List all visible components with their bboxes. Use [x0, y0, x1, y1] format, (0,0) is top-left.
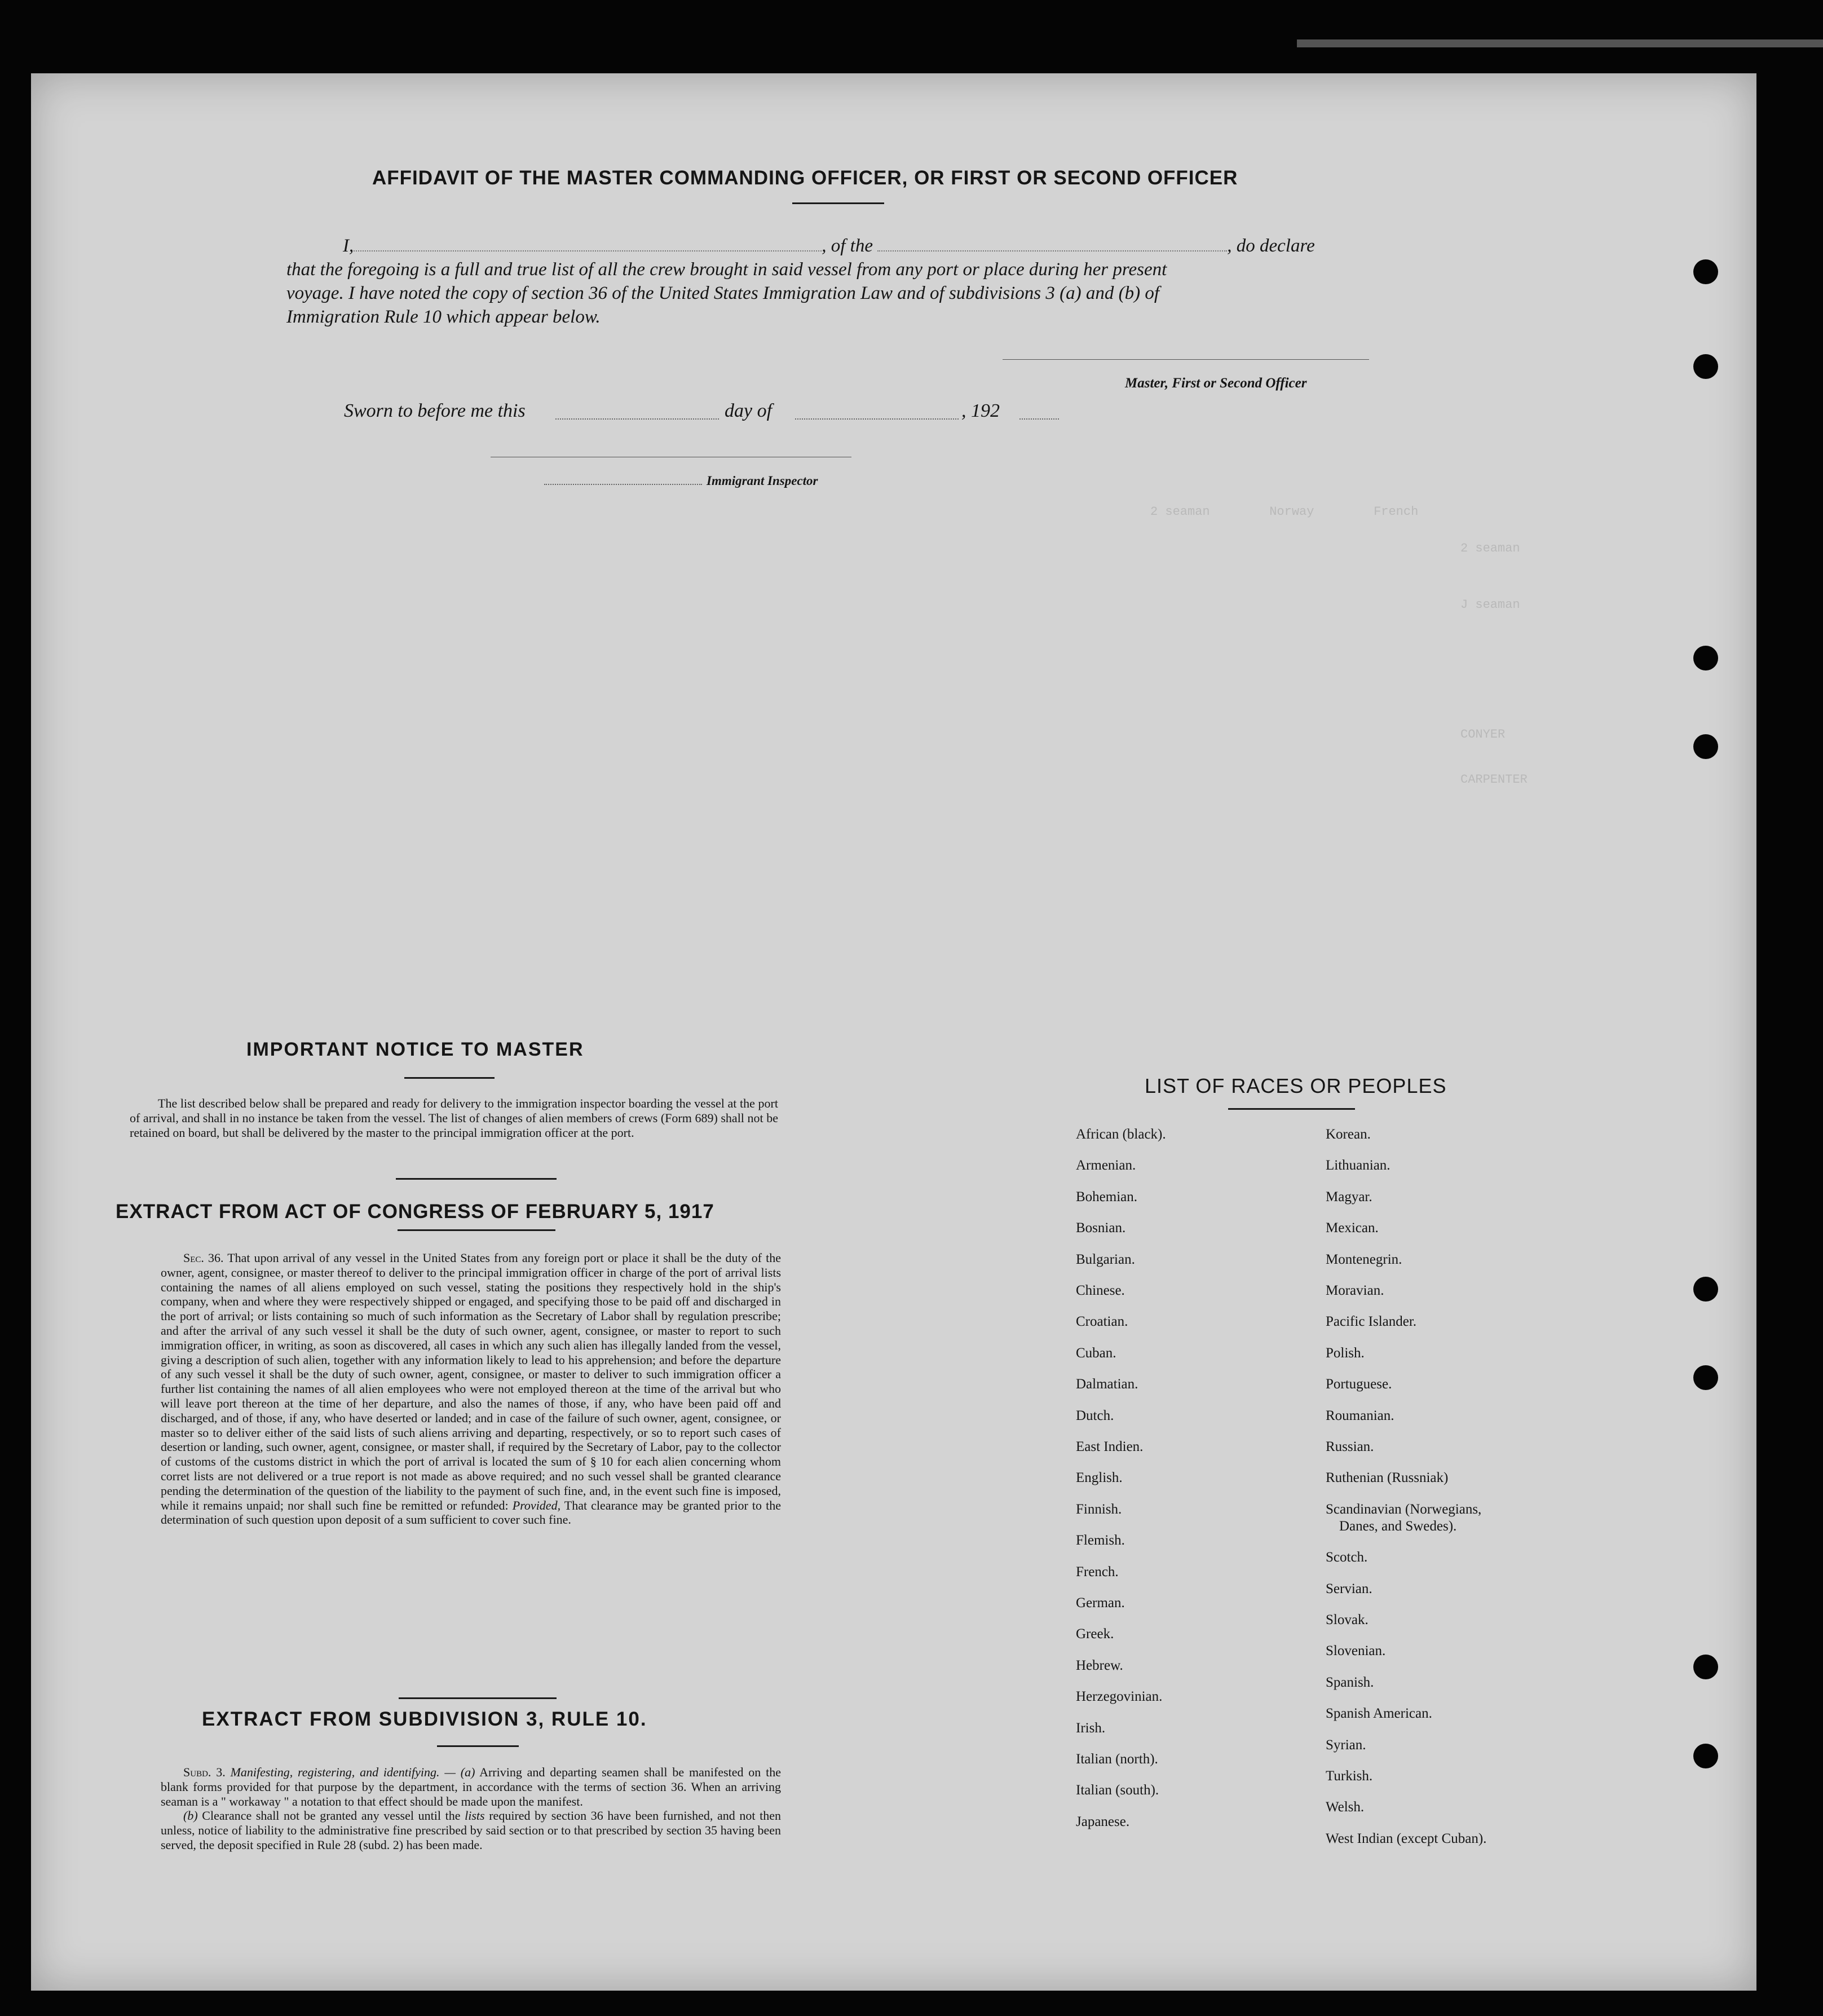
- notice-title: IMPORTANT NOTICE TO MASTER: [246, 1039, 584, 1060]
- binder-hole: [1693, 1365, 1718, 1390]
- race-item: Montenegrin.: [1326, 1251, 1402, 1267]
- section-36-text: [161, 1251, 781, 1527]
- race-item: East Indien.: [1076, 1439, 1144, 1454]
- binder-hole: [1693, 646, 1718, 670]
- master-signature-line[interactable]: [1003, 359, 1369, 360]
- race-item: Scandinavian (Norwegians,: [1326, 1501, 1482, 1517]
- sworn-label: Sworn to before me this: [344, 400, 526, 421]
- subdivision-3-text: [161, 1765, 781, 1852]
- sworn-day-field[interactable]: [555, 418, 719, 420]
- races-title-rule: [1228, 1108, 1355, 1110]
- affidavit-line-1: [286, 234, 1369, 258]
- race-item: Polish.: [1326, 1345, 1365, 1361]
- extract-congress-title: EXTRACT FROM ACT OF CONGRESS OF FEBRUARY 5, 1917: [116, 1201, 714, 1223]
- affidavit-body: [286, 234, 1369, 329]
- race-item: Spanish.: [1326, 1674, 1374, 1690]
- race-item: Moravian.: [1326, 1283, 1384, 1298]
- race-item: Syrian.: [1326, 1737, 1366, 1753]
- race-item: African (black).: [1076, 1127, 1166, 1142]
- race-item: Lithuanian.: [1326, 1158, 1391, 1174]
- notice-title-rule: [404, 1077, 495, 1079]
- race-item: Scotch.: [1326, 1550, 1368, 1565]
- race-item: Croatian.: [1076, 1314, 1128, 1330]
- of-the-label: , of the: [822, 236, 873, 256]
- race-item: Chinese.: [1076, 1283, 1125, 1298]
- race-item: Slovenian.: [1326, 1643, 1386, 1659]
- race-item: Greek.: [1076, 1626, 1114, 1642]
- para-b-label: (b): [183, 1808, 198, 1823]
- race-item: Roumanian.: [1326, 1408, 1394, 1423]
- affidavit-line-2: that the foregoing is a full and true list of all the crew brought in said vessel from any port or place during her present: [286, 259, 1167, 280]
- extract-congress-rule: [398, 1229, 555, 1231]
- binder-hole: [1693, 354, 1718, 379]
- binder-hole: [1693, 1655, 1718, 1679]
- notice-divider: [396, 1178, 557, 1180]
- bleed-through-text: CONYER: [1460, 727, 1506, 742]
- document-page: [31, 73, 1756, 1991]
- race-item: Armenian.: [1076, 1158, 1136, 1174]
- race-item: Danes, and Swedes).: [1339, 1518, 1457, 1534]
- race-item: Hebrew.: [1076, 1657, 1123, 1673]
- section-36-body: That upon arrival of any vessel in the United States from any foreign port or place it shall be the duty of the owner, agent, consignee, or master thereof to deliver to the principal immigration officer in charge of the port of arrival lists containing the names of all aliens employed on such vessel, stating the positions they respectively hold in the ship's company, when and where they were respectively shipped or engaged, and specifying those to be paid off and discharged in the port of arrival; or lists containing so much of such information as the Secretary of Labor shall by regulation prescribe; and after the arrival of any such vessel it shall be the duty of such owner, agent, consignee, or master to report to such immigration officer, in writing, as soon as discovered, all cases in which any such alien has illegally landed from the vessel, giving a description of such alien, together with any information likely to lead to his apprehension; and before the departure of any such vessel it shall be the duty of such owner, agent, consignee, or master to deliver to such immigration officer a further list containing the names of all alien employees who were not employed thereon at the time of the arrival but who will leave port thereon at the time of her departure, and also the names of those, if any, who have been paid off and discharged, and of those, if any, who have deserted or landed; and in case of the failure of such owner, agent, consignee, or master so to deliver either of the said lists of such aliens arriving and departing, respectively, or so to report such cases of desertion or landing, such owner, agent, consignee, or master shall, if required by the Secretary of Labor, pay to the collector of customs of the customs district in which the port of arrival is located the sum of § 10 for each alien concerning whom corret lists are not delivered or a true report is not made as above required; and no such vessel shall be granted clearance pending the determination of the question of the liability to the payment of such fine, and, in the event such fine is imposed, while it remains unpaid; nor shall such fine be remitted or refunded:: [161, 1251, 781, 1512]
- binder-hole: [1693, 1744, 1718, 1768]
- para-a-label: — (a): [444, 1765, 475, 1779]
- notice-body: The list described below shall be prepared and ready for delivery to the immigration inspector boarding the vessel at the port of arrival, and shall in no instance be taken from the vessel. The list of changes of alien members of crews (Form 689) shall not be retained on board, but shall be delivered by the master to the principal immigration officer at the port.: [130, 1096, 778, 1140]
- race-item: English.: [1076, 1470, 1123, 1486]
- race-item: Finnish.: [1076, 1501, 1122, 1517]
- race-item: Russian.: [1326, 1439, 1374, 1454]
- race-item: Bohemian.: [1076, 1189, 1138, 1205]
- affidavit-line-4: Immigration Rule 10 which appear below.: [286, 307, 601, 327]
- binder-hole: [1693, 259, 1718, 284]
- year-label: , 192: [961, 400, 1000, 421]
- subdivision-para-b: [161, 1808, 781, 1852]
- scan-edge-artifact: [1297, 39, 1823, 47]
- races-title: LIST OF RACES OR PEOPLES: [1145, 1074, 1447, 1097]
- race-item: Servian.: [1326, 1581, 1372, 1596]
- affidavit-title: AFFIDAVIT OF THE MASTER COMMANDING OFFICER, OR FIRST OR SECOND OFFICER: [372, 167, 1238, 189]
- affidavit-title-rule: [792, 202, 884, 204]
- race-item: Bosnian.: [1076, 1220, 1126, 1236]
- race-item: Ruthenian (Russniak): [1326, 1470, 1449, 1486]
- race-item: Slovak.: [1326, 1612, 1369, 1627]
- race-item: Pacific Islander.: [1326, 1314, 1417, 1330]
- race-item: Dutch.: [1076, 1408, 1114, 1423]
- subd-label: Subd. 3.: [183, 1765, 226, 1779]
- extract-rule-title: EXTRACT FROM SUBDIVISION 3, RULE 10.: [202, 1708, 647, 1730]
- affidavit-i-label: I,: [343, 236, 354, 256]
- provided-word: Provided,: [512, 1498, 561, 1512]
- race-item: Herzegovinian.: [1076, 1689, 1163, 1705]
- para-b-text-2: required by section 36 have been furnished, and not then unless, notice of liability to the administrative fine prescribed by said section or to that prescribed by section 35 having been served, the deposit specified in Rule 28 (subd. 2) has been made.: [161, 1808, 781, 1852]
- bleed-through-text: J seaman: [1460, 598, 1520, 612]
- master-signature-label: Master, First or Second Officer: [1125, 376, 1307, 391]
- sworn-year-field[interactable]: [1019, 418, 1059, 420]
- section-36-label: Sec. 36.: [183, 1251, 224, 1265]
- race-item: Bulgarian.: [1076, 1251, 1135, 1267]
- race-item: Magyar.: [1326, 1189, 1372, 1205]
- para-b-text-1: Clearance shall not be granted any vessel until the: [202, 1808, 461, 1823]
- race-item: Japanese.: [1076, 1814, 1130, 1829]
- race-item: Welsh.: [1326, 1799, 1365, 1815]
- race-item: West Indian (except Cuban).: [1326, 1830, 1487, 1846]
- race-item: Cuban.: [1076, 1345, 1116, 1361]
- extract-rule-rule: [437, 1745, 519, 1747]
- race-item: German.: [1076, 1595, 1125, 1611]
- sworn-month-field[interactable]: [795, 418, 959, 420]
- race-item: Italian (south).: [1076, 1783, 1159, 1798]
- affidavit-line-3: voyage. I have noted the copy of section 36 of the United States Immigration Law and of subdivisions 3 (a) and (b) of: [286, 283, 1160, 303]
- do-declare-label: , do declare: [1227, 236, 1315, 256]
- bleed-through-text: CARPENTER: [1460, 773, 1528, 787]
- race-item: Flemish.: [1076, 1533, 1125, 1549]
- subd-heading: Manifesting, registering, and identifying.: [230, 1765, 440, 1779]
- binder-hole: [1693, 734, 1718, 759]
- para-b-lists: lists: [465, 1808, 485, 1823]
- vessel-name-field[interactable]: [877, 250, 1227, 252]
- race-item: Spanish American.: [1326, 1706, 1432, 1722]
- affiant-name-field[interactable]: [354, 250, 822, 252]
- race-item: Korean.: [1326, 1127, 1371, 1142]
- race-item: Turkish.: [1326, 1768, 1373, 1784]
- section-36-body-end: That clearance may be granted prior to the determination of such question upon deposit of a sum sufficient to cover such fine.: [161, 1498, 782, 1527]
- subdivision-para-a: [161, 1765, 781, 1808]
- para-a-text: Arriving and departing seamen shall be manifested on the blank forms provided for that purpose by the department, in accordance with the terms of section 36. When an arriving seaman is a " workaway " a notation to that effect should be made upon the manifest.: [161, 1765, 782, 1808]
- race-item: Portuguese.: [1326, 1377, 1392, 1392]
- race-item: Mexican.: [1326, 1220, 1379, 1236]
- inspector-dotted-line: [544, 484, 702, 485]
- race-item: French.: [1076, 1564, 1119, 1580]
- race-item: Dalmatian.: [1076, 1377, 1138, 1392]
- binder-hole: [1693, 1277, 1718, 1302]
- race-item: Italian (north).: [1076, 1752, 1158, 1767]
- bleed-through-text: 2 seaman: [1460, 541, 1520, 555]
- race-item: Irish.: [1076, 1720, 1106, 1736]
- inspector-label: Immigrant Inspector: [707, 474, 818, 488]
- day-of-label: day of: [725, 400, 773, 421]
- bleed-through-text: 2 seaman Norway French: [1150, 505, 1419, 519]
- extract-divider: [399, 1697, 557, 1699]
